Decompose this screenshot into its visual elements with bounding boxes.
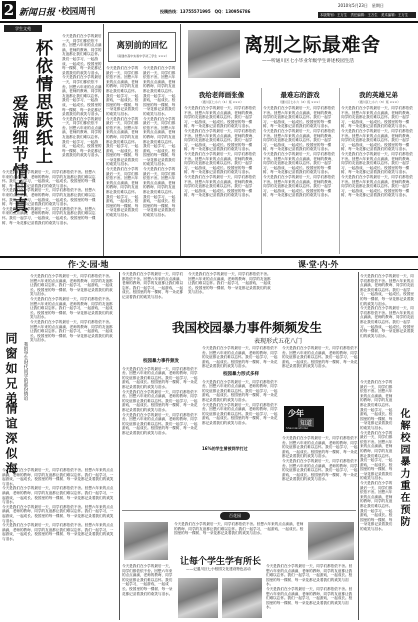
column-box bbox=[284, 406, 324, 432]
hotline: 投稿热线：13755571995 QQ：130956786 bbox=[160, 9, 251, 14]
column-box-small: Shaonianzhidao bbox=[286, 426, 309, 430]
bottom-body: 今天是我们在小学的最后一天，同学们都依依不舍。回想六年来的点点滴滴，老师的教诲、同学的友谊都让我们难以忘怀。我们一起学习，一起游戏，一起成长。校园里的每一棵树、每一朵花都记录着我们的欢笑与泪水。 今天是我们在小学的最后一天，同学们都依依不舍。回想六年来的点点滴滴，老师的教诲、同学的友谊都让我们难以忘怀。我们一起学习，一起游戏，一起成长。校园里的每一棵树、每一朵花都记录着我们的欢笑与泪水。 bbox=[266, 564, 353, 610]
section-right-label: 课·堂·内·外 bbox=[298, 259, 339, 269]
bottom-photo bbox=[178, 578, 218, 618]
sidebar-top-text: 今天是我们在小学的最后一天，同学们都依依不舍。回想六年来的点点滴滴，老师的教诲、同学的友谊都让我们难以忘怀。我们一起学习，一起游戏，一起成长。校园里的每一棵树、每一朵花都记录着我们的欢笑与泪水。 今天是我们在小学的最后一天，同学们都依依不舍。回想六年来的点点滴滴，老师的教诲、同学的友谊都让我们难以忘怀。我们一起学习，一起游戏，一起成长。校园里的每一棵树、每一朵花都记录着我们的欢笑与泪水。 今天是我们在小学的最后一天，同学们都依依不舍。回想六年来的点点滴滴，老师的教诲、同学的友谊都让我们难以忘怀。我们一起学习，一起游戏，一起成长。校园里的每一棵树、每一朵花都记录着我们的欢笑与泪水。 bbox=[2, 170, 96, 225]
sidebar-top-col2: 今天是我们在小学的最后一天，同学们都依依不舍。回想六年来的点点滴滴，老师的教诲、同学的友谊都让我们难以忘怀。我们一起学习，一起游戏，一起成长。校园里的每一棵树、每一朵花都记录着我们的欢笑与泪水。 今天是我们在小学的最后一天，同学们都依依不舍。回想六年来的点点滴滴，老师的教诲、同学的友谊都让我们难以忘怀。我们一起学习，一起游戏，一起成长。校园里的每一棵树、每一朵花都记录着我们的欢笑与泪水。 今天是我们在小学的最后一天，同学们都依依不舍。回想六年来的点点滴滴，老师的教诲、同学的友谊都让我们难以忘怀。我们一起学习，一起游戏，一起成长。校园里的每一棵树、每一朵花都记录着我们的欢笑与泪水。 bbox=[62, 34, 102, 158]
column-body: 今天是我们在小学的最后一天，同学们都依依不舍。回想六年来的点点滴滴，老师的教诲、同学的友谊都让我们难以忘怀。我们一起学习，一起游戏，一起成长。校园里的每一棵树、每一朵花都记录着我们的欢笑与泪水。 今天是我们在小学的最后一天，同学们都依依不舍。回想六年来的点点滴滴，老师的教诲、同学的友谊都让我们难以忘怀。我们一起学习，一起游戏，一起成长。校园里的每一棵树、每一朵花都记录着我们的欢笑与泪水。 今天是我们在小学的最后一天，同学们都依依不舍。回想六年来的点点滴滴，老师的教诲、同学的友谊都让我们难以忘怀。我们一起学习，一起游戏，一起成长。校园里的每一棵树、每一朵花都记录着我们的欢笑与泪水。 今天是我们在小学的最后一天，同学们都依依不舍。回想六年来的点点滴滴，老师的教诲、同学的友谊都让我们难以忘怀。我们一起学习，一起游戏，一起成长。校园里的每一棵树、每一朵花都记录着我们的欢笑与泪水。 bbox=[184, 106, 256, 198]
column-byline: （通川区七小六（1）班 ×××） bbox=[199, 100, 244, 104]
column-box-label: 少年 bbox=[288, 408, 304, 418]
violence-subtitle: 表现形式五花八门 bbox=[254, 338, 303, 345]
feature-column-3 bbox=[341, 86, 416, 254]
article-body: 今天是我们在小学的最后一天，同学们都依依不舍。回想六年来的点点滴滴，老师的教诲、同学的友谊都让我们难以忘怀。我们一起学习，一起游戏，一起成长。校园里的每一棵树、每一朵花都记录着我们的欢笑与泪水。 今天是我们在小学的最后一天，同学们都依依不舍。回想六年来的点点滴滴，老师的教诲、同学的友谊都让我们难以忘怀。我们一起学习，一起游戏，一起成长。校园里的每一棵树、每一朵花都记录着我们的欢笑与泪水。 今天是我们在小学的最后一天，同学们都依依不舍。回想六年来的点点滴滴，老师的教诲、同学的友谊都让我们难以忘怀。我们一起学习，一起游戏，一起成长。校园里的每一棵树、每一朵花都记录着我们的欢笑与泪水。 bbox=[143, 66, 176, 217]
bottom-title: 让每个学生学有所长 bbox=[180, 557, 262, 567]
violence-body: 今天是我们在小学的最后一天，同学们都依依不舍。回想六年来的点点滴滴，老师的教诲、同学的友谊都让我们难以忘怀。我们一起学习，一起游戏，一起成长。校园里的每一棵树、每一朵花都记录着我们的欢笑与泪水。 今天是我们在小学的最后一天，同学们都依依不舍。回想六年来的点点滴滴，老师的教诲、同学的友谊都让我们难以忘怀。我们一起学习，一起游戏，一起成长。校园里的每一棵树、每一朵花都记录着我们的欢笑与泪水。 bbox=[282, 436, 358, 482]
feature-title: 离别之际最难舍 bbox=[244, 34, 381, 56]
divider bbox=[180, 24, 181, 256]
sidebar-bottom-body: 今天是我们在小学的最后一天，同学们都依依不舍。回想六年来的点点滴滴，老师的教诲、同学的友谊都让我们难以忘怀。我们一起学习，一起游戏，一起成长。校园里的每一棵树、每一朵花都记录着我们的欢笑与泪水。 今天是我们在小学的最后一天，同学们都依依不舍。回想六年来的点点滴滴，老师的教诲、同学的友谊都让我们难以忘怀。我们一起学习，一起游戏，一起成长。校园里的每一棵树、每一朵花都记录着我们的欢笑与泪水。 今天是我们在小学的最后一天，同学们都依依不舍。回想六年来的点点滴滴，老师的教诲、同学的友谊都让我们难以忘怀。我们一起学习，一起游戏，一起成长。校园里的每一棵树、每一朵花都记录着我们的欢笑与泪水。 bbox=[30, 274, 113, 343]
feature-column-1 bbox=[184, 86, 259, 254]
article-title-box bbox=[108, 32, 176, 62]
column-heading: 最难忘的游戏 bbox=[280, 91, 320, 99]
masthead-rule bbox=[0, 21, 418, 23]
feature-column-2 bbox=[263, 86, 337, 254]
violence-subsection-a: 校园暴力事件频发 bbox=[143, 359, 179, 364]
sidebar-tag: 学生文苑 bbox=[4, 25, 42, 32]
bottom-subtitle: ——记通川区七小校园文化建设特色活动 bbox=[186, 567, 251, 571]
violence-body: 校园暴力事件频发 今天是我们在小学的最后一天，同学们都依依不舍。回想六年来的点点滴滴，老师的教诲、同学的友谊都让我们难以忘怀。我们一起学习，一起游戏，一起成长。校园里的每一棵树、每一朵花都记录着我们的欢笑与泪水。 今天是我们在小学的最后一天，同学们都依依不舍。回想六年来的点点滴滴，老师的教诲、同学的友谊都让我们难以忘怀。我们一起学习，一起游戏，一起成长。校园里的每一棵树、每一朵花都记录着我们的欢笑与泪水。 今天是我们在小学的最后一天，同学们都依依不舍。回想六年来的点点滴滴，老师的教诲、同学的友谊都让我们难以忘怀。我们一起学习，一起游戏，一起成长。校园里的每一棵树、每一朵花都记录着我们的欢笑与泪水。 bbox=[122, 346, 200, 542]
divider bbox=[122, 510, 356, 511]
section-title: ·校园周刊 bbox=[58, 7, 96, 17]
section-left-label: 作·文·园·地 bbox=[68, 259, 109, 269]
editors-credit: 本版策划：王万生 责任编辑：王万生 美术编辑：王万生 bbox=[318, 12, 416, 18]
middle-top-article bbox=[106, 26, 178, 254]
column-body: 今天是我们在小学的最后一天，同学们都依依不舍。回想六年来的点点滴滴，老师的教诲、同学的友谊都让我们难以忘怀。我们一起学习，一起游戏，一起成长。校园里的每一棵树、每一朵花都记录着我们的欢笑与泪水。 今天是我们在小学的最后一天，同学们都依依不舍。回想六年来的点点滴滴，老师的教诲、同学的友谊都让我们难以忘怀。我们一起学习，一起游戏，一起成长。校园里的每一棵树、每一朵花都记录着我们的欢笑与泪水。 今天是我们在小学的最后一天，同学们都依依不舍。回想六年来的点点滴滴，老师的教诲、同学的友谊都让我们难以忘怀。我们一起学习，一起游戏，一起成长。校园里的每一棵树、每一朵花都记录着我们的欢笑与泪水。 今天是我们在小学的最后一天，同学们都依依不舍。回想六年来的点点滴滴，老师的教诲、同学的友谊都让我们难以忘怀。我们一起学习，一起游戏，一起成长。校园里的每一棵树、每一朵花都记录着我们的欢笑与泪水。 bbox=[341, 106, 413, 198]
bottom-feature bbox=[122, 513, 356, 620]
sidebar-vertical-subline: 爱满细节情自真 bbox=[10, 95, 29, 214]
sidebar-bottom-body: 今天是我们在小学的最后一天，同学们都依依不舍。回想六年来的点点滴滴，老师的教诲、同学的友谊都让我们难以忘怀。我们一起学习，一起游戏，一起成长。校园里的每一棵树、每一朵花都记录着我们的欢笑与泪水。 今天是我们在小学的最后一天，同学们都依依不舍。回想六年来的点点滴滴，老师的教诲、同学的友谊都让我们难以忘怀。我们一起学习，一起游戏，一起成长。校园里的每一棵树、每一朵花都记录着我们的欢笑与泪水。 今天是我们在小学的最后一天，同学们都依依不舍。回想六年来的点点滴滴，老师的教诲、同学的友谊都让我们难以忘怀。我们一起学习，一起游戏，一起成长。校园里的每一棵树、每一朵花都记录着我们的欢笑与泪水。 今天是我们在小学的最后一天，同学们都依依不舍。回想六年来的点点滴滴，老师的教诲、同学的友谊都让我们难以忘怀。我们一起学习，一起游戏，一起成长。校园里的每一棵树、每一朵花都记录着我们的欢笑与泪水。 bbox=[2, 468, 114, 541]
bottom-photo bbox=[124, 522, 168, 560]
column-byline: （通川区七小六（2）班 ×××） bbox=[278, 100, 322, 104]
violence-body: 今天是我们在小学的最后一天，同学们都依依不舍。回想六年来的点点滴滴，老师的教诲、同学的友谊都让我们难以忘怀。我们一起学习，一起游戏，一起成长。校园里的每一棵树、每一朵花都记录着我们的欢笑与泪水。 校园暴力形式多样 今天是我们在小学的最后一天，同学们都依依不舍。回想六年来的点点滴滴，老师的教诲、同学的友谊都让我们难以忘怀。我们一起学习，一起游戏，一起成长。校园里的每一棵树、每一朵花都记录着我们的欢笑与泪水。 今天是我们在小学的最后一天，同学们都依依不舍。回想六年来的点点滴滴，老师的教诲、同学的友谊都让我们难以忘怀。我们一起学习，一起游戏，一起成长。校园里的每一棵树、每一朵花都记录着我们的欢笑与泪水。 bbox=[202, 346, 280, 542]
feature-header bbox=[182, 24, 418, 84]
divider bbox=[103, 24, 104, 256]
sidebar-bottom bbox=[0, 272, 118, 620]
bottom-photo bbox=[222, 578, 262, 618]
column-body: 今天是我们在小学的最后一天，同学们都依依不舍。回想六年来的点点滴滴，老师的教诲、同学的友谊都让我们难以忘怀。我们一起学习，一起游戏，一起成长。校园里的每一棵树、每一朵花都记录着我们的欢笑与泪水。 今天是我们在小学的最后一天，同学们都依依不舍。回想六年来的点点滴滴，老师的教诲、同学的友谊都让我们难以忘怀。我们一起学习，一起游戏，一起成长。校园里的每一棵树、每一朵花都记录着我们的欢笑与泪水。 今天是我们在小学的最后一天，同学们都依依不舍。回想六年来的点点滴滴，老师的教诲、同学的友谊都让我们难以忘怀。我们一起学习，一起游戏，一起成长。校园里的每一棵树、每一朵花都记录着我们的欢笑与泪水。 今天是我们在小学的最后一天，同学们都依依不舍。回想六年来的点点滴滴，老师的教诲、同学的友谊都让我们难以忘怀。我们一起学习，一起游戏，一起成长。校园里的每一棵树、每一朵花都记录着我们的欢笑与泪水。 bbox=[263, 106, 335, 198]
column-byline: （通川区七小六（3）班 ×××） bbox=[356, 100, 401, 104]
violence-title: 我国校园暴力事件频频发生 bbox=[172, 320, 323, 335]
issue-date: 2010年5月23日 星期日 bbox=[338, 3, 384, 8]
page-number: 2 bbox=[3, 1, 15, 19]
violence-subsection-b: 校园暴力形式多样 bbox=[223, 371, 259, 377]
sidebar-bottom-subhead: 我的学生时代同学的那份情谊 bbox=[23, 342, 28, 401]
masthead bbox=[0, 0, 418, 22]
sidebar-bottom-subline: 情谊深似海 bbox=[4, 402, 18, 477]
column-heading: 我给老师画张像 bbox=[198, 91, 245, 99]
paper-name: 新闻日报 bbox=[19, 8, 56, 18]
divider bbox=[358, 272, 359, 620]
bottom-tag: 百花园 bbox=[220, 512, 250, 520]
right-body: 今天是我们在小学的最后一天，同学们都依依不舍。回想六年来的点点滴滴，老师的教诲、同学的友谊都让我们难以忘怀。我们一起学习，一起游戏，一起成长。校园里的每一棵树、每一朵花都记录着我们的欢笑与泪水。 今天是我们在小学的最后一天，同学们都依依不舍。回想六年来的点点滴滴，老师的教诲、同学的友谊都让我们难以忘怀。我们一起学习，一起游戏，一起成长。校园里的每一棵树、每一朵花都记录着我们的欢笑与泪水。 今天是我们在小学的最后一天，同学们都依依不舍。回想六年来的点点滴滴，老师的教诲、同学的友谊都让我们难以忘怀。我们一起学习，一起游戏，一起成长。校园里的每一棵树、每一朵花都记录着我们的欢笑与泪水。 bbox=[360, 380, 393, 531]
bottom-body: 今天是我们在小学的最后一天，同学们都依依不舍。回想六年来的点点滴滴，老师的教诲、同学的友谊都让我们难以忘怀。我们一起学习，一起游戏，一起成长。校园里的每一棵树、每一朵花都记录着我们的欢笑与泪水。 bbox=[174, 522, 304, 536]
violence-stat: 16%的学生曾被同学打过 bbox=[202, 446, 248, 451]
right-vertical-headline: 化解校园暴力重在预防 bbox=[398, 408, 409, 528]
right-body: 今天是我们在小学的最后一天，同学们都依依不舍。回想六年来的点点滴滴，老师的教诲、同学的友谊都让我们难以忘怀。我们一起学习，一起游戏，一起成长。校园里的每一棵树、每一朵花都记录着我们的欢笑与泪水。 今天是我们在小学的最后一天，同学们都依依不舍。回想六年来的点点滴滴，老师的教诲、同学的友谊都让我们难以忘怀。我们一起学习，一起游戏，一起成长。校园里的每一棵树、每一朵花都记录着我们的欢笑与泪水。 bbox=[360, 274, 414, 338]
bottom-photo bbox=[308, 522, 354, 560]
article-byline: （南通市高中实验中学初三学生 ×××） bbox=[115, 54, 169, 58]
bottom-body: 今天是我们在小学的最后一天，同学们都依依不舍。回想六年来的点点滴滴，老师的教诲、同学的友谊都让我们难以忘怀。我们一起学习，一起游戏，一起成长。校园里的每一棵树、每一朵花都记录着我们的欢笑与泪水。 bbox=[122, 564, 173, 596]
article-title: 离别前的回忆 bbox=[116, 41, 168, 51]
sidebar-vertical-headline: 杯依情思跃纸上 bbox=[32, 39, 52, 165]
divider bbox=[119, 272, 120, 620]
feature-subtitle: ——听通川区七小毕业年级学生讲述校园生活 bbox=[262, 59, 354, 64]
section-bar bbox=[0, 256, 418, 270]
article-body: 今天是我们在小学的最后一天，同学们都依依不舍。回想六年来的点点滴滴，老师的教诲、同学的友谊都让我们难以忘怀。我们一起学习，一起游戏，一起成长。校园里的每一棵树、每一朵花都记录着我们的欢笑与泪水。 今天是我们在小学的最后一天，同学们都依依不舍。回想六年来的点点滴滴，老师的教诲、同学的友谊都让我们难以忘怀。我们一起学习，一起游戏，一起成长。校园里的每一棵树、每一朵花都记录着我们的欢笑与泪水。 今天是我们在小学的最后一天，同学们都依依不舍。回想六年来的点点滴滴，老师的教诲、同学的友谊都让我们难以忘怀。我们一起学习，一起游戏，一起成长。校园里的每一棵树、每一朵花都记录着我们的欢笑与泪水。 bbox=[106, 66, 139, 217]
feature-photo bbox=[188, 30, 240, 78]
column-heading: 我的英雄兄弟 bbox=[359, 91, 398, 99]
violence-intro: 今天是我们在小学的最后一天，同学们都依依不舍。回想六年来的点点滴滴，老师的教诲、同学的友谊都让我们难以忘怀。我们一起学习，一起游戏，一起成长。校园里的每一棵树、每一朵花都记录着我们的欢笑与泪水。 bbox=[188, 272, 271, 295]
divider bbox=[339, 88, 340, 254]
violence-article bbox=[122, 272, 358, 542]
violence-body: 今天是我们在小学的最后一天，同学们都依依不舍。回想六年来的点点滴滴，老师的教诲、同学的友谊都让我们难以忘怀。我们一起学习，一起游戏，一起成长。校园里的每一棵树、每一朵花都记录着我们的欢笑与泪水。 bbox=[282, 346, 358, 369]
divider bbox=[261, 88, 262, 254]
sidebar-bottom-headline: 同窗如兄弟 bbox=[4, 332, 18, 407]
column-box-label: 知道 bbox=[300, 420, 313, 427]
violence-intro: 今天是我们在小学的最后一天，同学们都依依不舍。回想六年来的点点滴滴，老师的教诲、同学的友谊都让我们难以忘怀。我们一起学习，一起游戏，一起成长。校园里的每一棵树、每一朵花都记录着我们的欢笑与泪水。 bbox=[122, 272, 184, 299]
